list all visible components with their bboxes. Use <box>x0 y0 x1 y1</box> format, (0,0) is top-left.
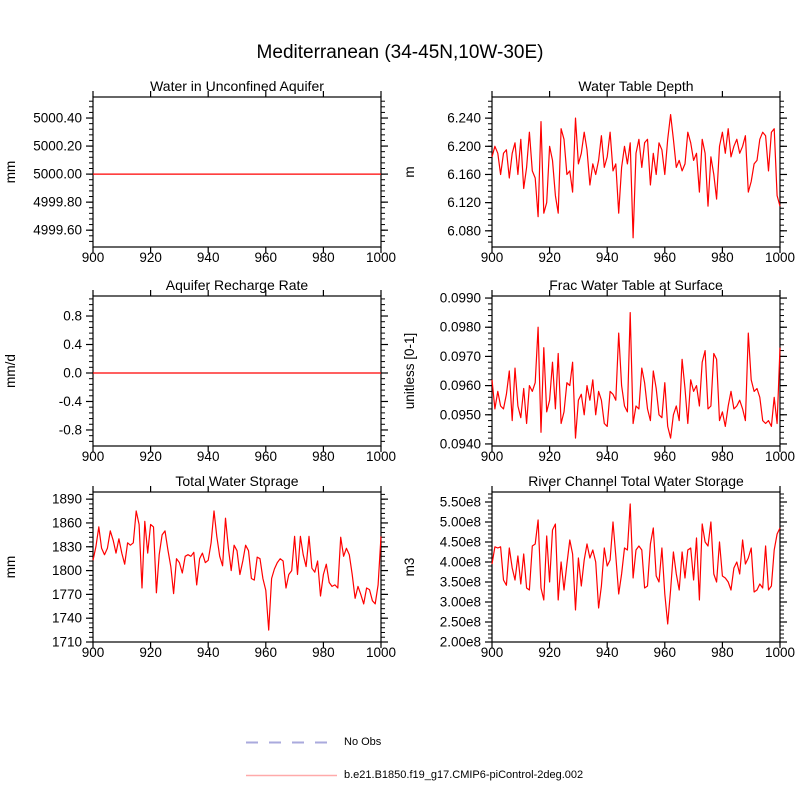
y-tick-label: 4999.80 <box>33 194 82 210</box>
chart-canvas <box>0 269 400 475</box>
y-tick-label: 1710 <box>51 634 82 650</box>
x-tick-label: 900 <box>81 250 105 265</box>
x-tick-label: 920 <box>538 449 561 464</box>
x-tick-label: 940 <box>595 449 619 464</box>
x-tick-label: 980 <box>711 449 734 464</box>
x-tick-label: 960 <box>254 449 278 464</box>
y-tick-label: 6.080 <box>447 223 481 239</box>
x-tick-label: 1000 <box>764 250 796 265</box>
y-tick-label: 2.00e8 <box>439 634 481 650</box>
x-tick-label: 1000 <box>764 645 796 660</box>
x-tick-label: 900 <box>480 449 504 464</box>
y-tick-label: 0.4 <box>63 337 82 353</box>
subplot-title: Water in Unconfined Aquifer <box>150 78 324 94</box>
x-tick-label: 980 <box>312 449 335 464</box>
x-tick-label: 900 <box>480 250 504 265</box>
x-tick-label: 900 <box>480 645 504 660</box>
y-tick-label: -0.8 <box>58 422 82 438</box>
subplot-water-in-unconfined-aquifer <box>0 70 400 276</box>
y-tick-label: 1860 <box>51 515 82 531</box>
y-tick-label: 0.0960 <box>439 378 481 394</box>
plot-frame <box>93 296 381 446</box>
x-tick-label: 920 <box>139 250 162 265</box>
x-tick-label: 940 <box>196 449 220 464</box>
subplot-water-table-depth <box>399 70 799 276</box>
y-tick-label: 6.240 <box>447 110 481 126</box>
x-tick-label: 920 <box>139 645 162 660</box>
y-tick-label: 0.0 <box>63 365 82 381</box>
series-line <box>492 115 780 238</box>
y-tick-label: 1770 <box>51 586 82 602</box>
plot-frame <box>93 97 381 247</box>
page-title: Mediterranean (34-45N,10W-30E) <box>256 42 544 63</box>
no-obs-dashed-line-sample <box>245 738 338 747</box>
y-tick-label: 5.00e8 <box>439 514 481 530</box>
x-tick-label: 980 <box>312 250 335 265</box>
y-tick-label: 0.0990 <box>439 290 481 306</box>
x-tick-label: 960 <box>653 645 677 660</box>
y-tick-label: 6.200 <box>447 138 481 154</box>
plot-frame <box>492 97 780 247</box>
x-tick-label: 960 <box>254 250 278 265</box>
x-tick-label: 980 <box>312 645 335 660</box>
y-tick-label: 1740 <box>51 610 82 626</box>
plot-frame <box>492 296 780 446</box>
y-tick-label: 5000.00 <box>33 166 82 182</box>
y-tick-label: 0.0970 <box>439 348 481 364</box>
x-tick-label: 1000 <box>365 250 397 265</box>
y-tick-label: 1830 <box>51 539 82 555</box>
y-tick-label: 2.50e8 <box>439 614 481 630</box>
chart-canvas <box>399 70 799 276</box>
x-tick-label: 980 <box>711 250 734 265</box>
y-tick-label: 0.0940 <box>439 436 481 452</box>
x-tick-label: 1000 <box>365 449 397 464</box>
x-tick-label: 900 <box>81 645 105 660</box>
x-tick-label: 940 <box>595 250 619 265</box>
x-tick-label: 940 <box>196 250 220 265</box>
chart-canvas <box>0 70 400 276</box>
y-tick-label: 0.0980 <box>439 319 481 335</box>
x-tick-label: 1000 <box>764 449 796 464</box>
x-tick-label: 960 <box>653 449 677 464</box>
subplot-title: River Channel Total Water Storage <box>528 473 744 489</box>
x-tick-label: 900 <box>81 449 105 464</box>
x-tick-label: 960 <box>653 250 677 265</box>
legend-label-no-obs: No Obs <box>344 736 382 748</box>
legend-entry-case <box>245 769 583 781</box>
y-axis-unit-label: mm <box>3 160 18 184</box>
subplot-title: Water Table Depth <box>578 78 694 94</box>
x-tick-label: 920 <box>538 645 561 660</box>
subplot-title: Frac Water Table at Surface <box>549 277 723 293</box>
chart-canvas <box>0 465 400 671</box>
y-tick-label: 4999.60 <box>33 222 82 238</box>
y-axis-unit-label: m3 <box>402 557 417 577</box>
x-tick-label: 940 <box>196 645 220 660</box>
x-tick-label: 920 <box>538 250 561 265</box>
subplot-title: Total Water Storage <box>175 473 299 489</box>
subplot-total-water-storage <box>0 465 400 671</box>
subplot-aquifer-recharge-rate <box>0 269 400 475</box>
y-tick-label: 5.50e8 <box>439 494 481 510</box>
y-tick-label: 0.8 <box>63 308 82 324</box>
series-line <box>492 504 780 624</box>
case-solid-line-sample <box>245 771 338 780</box>
y-tick-label: 4.00e8 <box>439 554 481 570</box>
y-axis-unit-label: m <box>402 166 417 178</box>
y-tick-label: -0.4 <box>58 393 82 409</box>
y-tick-label: 6.160 <box>447 166 481 182</box>
y-tick-label: 3.50e8 <box>439 574 481 590</box>
y-axis-unit-label: mm/d <box>3 354 18 388</box>
subplot-title: Aquifer Recharge Rate <box>165 277 309 293</box>
y-tick-label: 5000.20 <box>33 138 82 154</box>
subplot-frac-water-table-at-surface <box>399 269 799 475</box>
y-tick-label: 0.0950 <box>439 407 481 423</box>
x-tick-label: 980 <box>711 645 734 660</box>
series-line <box>93 511 381 630</box>
chart-canvas <box>399 269 799 475</box>
plot-frame <box>492 492 780 642</box>
x-tick-label: 940 <box>595 645 619 660</box>
y-axis-unit-label: mm <box>3 555 18 579</box>
y-tick-label: 1800 <box>51 563 82 579</box>
series-line <box>492 313 780 439</box>
legend-label-case: b.e21.B1850.f19_g17.CMIP6-piControl-2deg.002 <box>344 769 584 781</box>
legend-entry-no-obs <box>245 736 381 748</box>
y-axis-unit-label: unitless [0-1] <box>402 332 417 410</box>
y-tick-label: 5000.40 <box>33 110 82 126</box>
x-tick-label: 920 <box>139 449 162 464</box>
y-tick-label: 4.50e8 <box>439 534 481 550</box>
y-tick-label: 3.00e8 <box>439 594 481 610</box>
x-tick-label: 960 <box>254 645 278 660</box>
y-tick-label: 6.120 <box>447 195 481 211</box>
subplot-river-channel-total-water-storage <box>399 465 799 671</box>
x-tick-label: 1000 <box>365 645 397 660</box>
y-tick-label: 1890 <box>51 491 82 507</box>
chart-canvas <box>399 465 799 671</box>
